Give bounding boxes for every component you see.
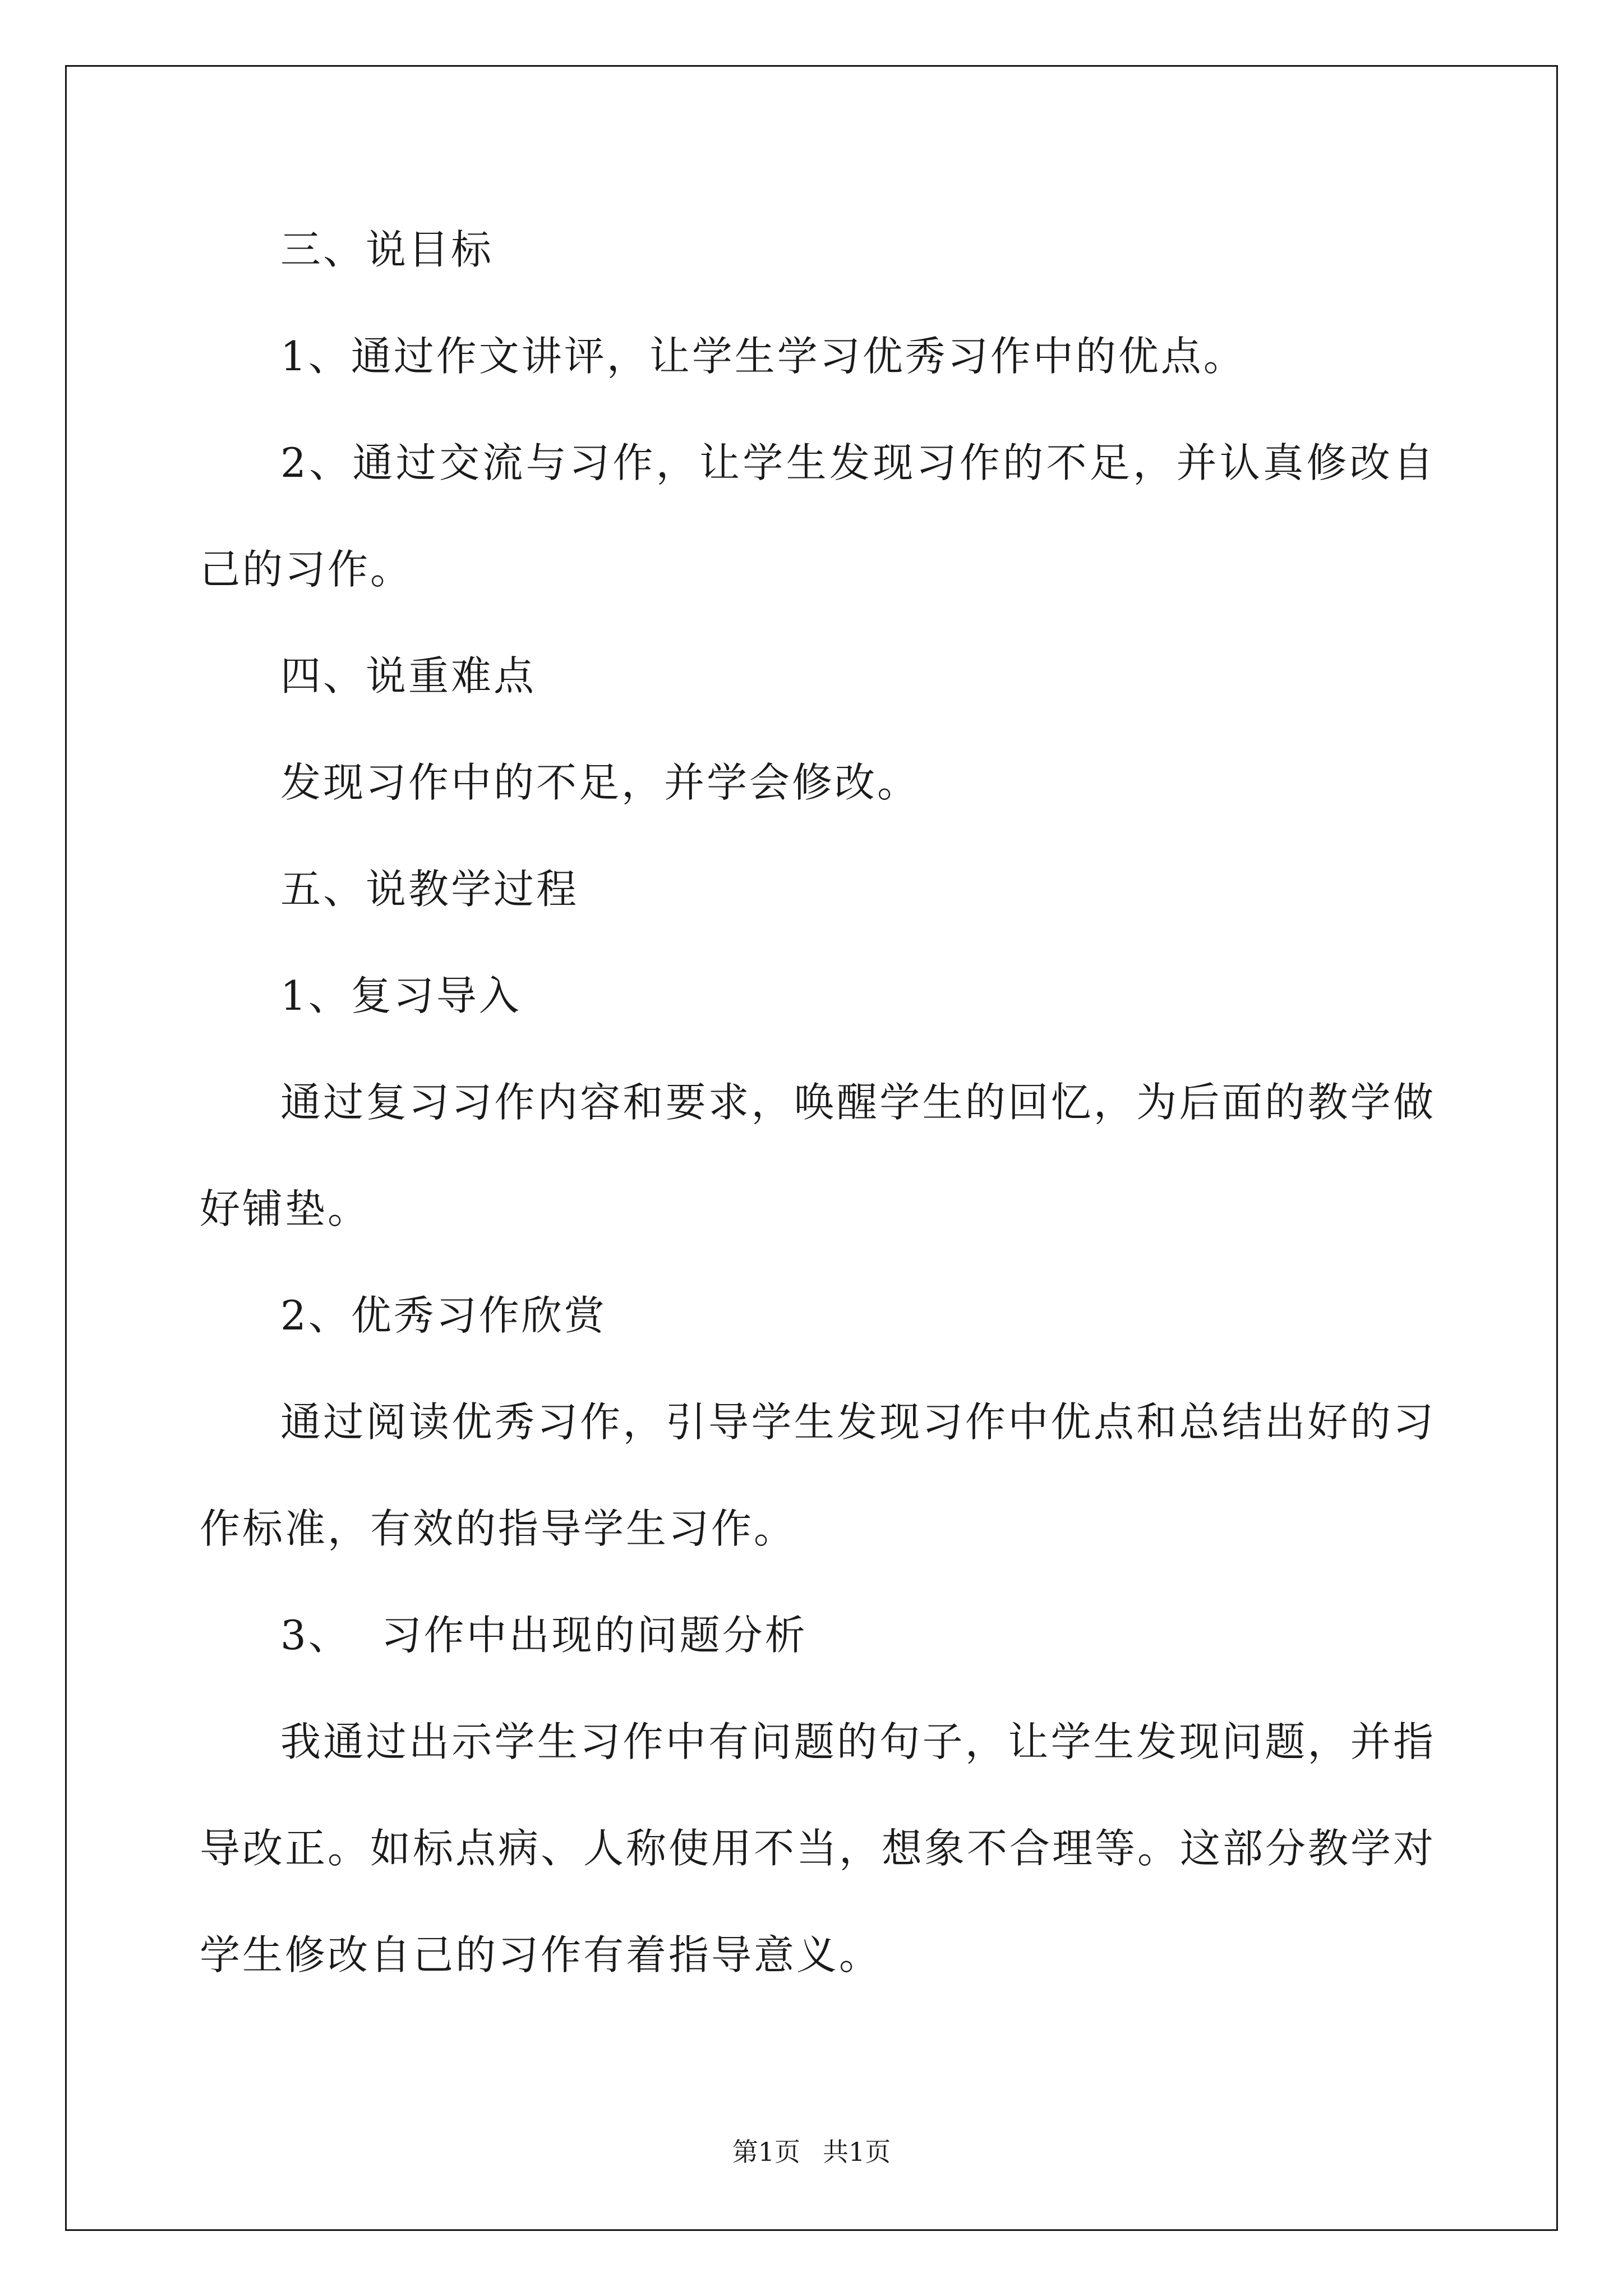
page-footer (0, 2132, 1623, 2169)
process-step-2-text: 通过阅读优秀习作，引导学生发现习作中优点和总结出好的习作标准，有效的指导学生习作。 (200, 1398, 1436, 1552)
goal-item-2: 2、通过交流与习作，让学生发现习作的不足，并认真修改自己的习作。 (200, 439, 1436, 593)
heading-goals: 三、说目标 (280, 226, 494, 273)
heading-key-points: 四、说重难点 (280, 652, 537, 700)
document-body (200, 196, 1436, 2008)
process-step-3-title: 3、 习作中出现的问题分析 (280, 1612, 808, 1659)
process-step-1-text: 通过复习习作内容和要求，唤醒学生的回忆，为后面的教学做好铺垫。 (200, 1079, 1436, 1232)
process-step-3-text: 我通过出示学生习作中有问题的句子，让学生发现问题，并指导改正。如标点病、人称使用不当，想象不合理等。这部分教学对学生修改自己的习作有着指导意义。 (200, 1718, 1436, 1978)
process-step-2-title: 2、优秀习作欣赏 (280, 1292, 607, 1339)
goal-item-1: 1、通过作文讲评，让学生学习优秀习作中的优点。 (280, 333, 1246, 380)
page-total: 共1页 (823, 2137, 891, 2167)
process-step-1-title: 1、复习导入 (280, 972, 522, 1019)
page-number: 第1页 (732, 2137, 800, 2167)
key-points-text: 发现习作中的不足，并学会修改。 (280, 759, 920, 806)
heading-teaching-process: 五、说教学过程 (280, 866, 579, 913)
